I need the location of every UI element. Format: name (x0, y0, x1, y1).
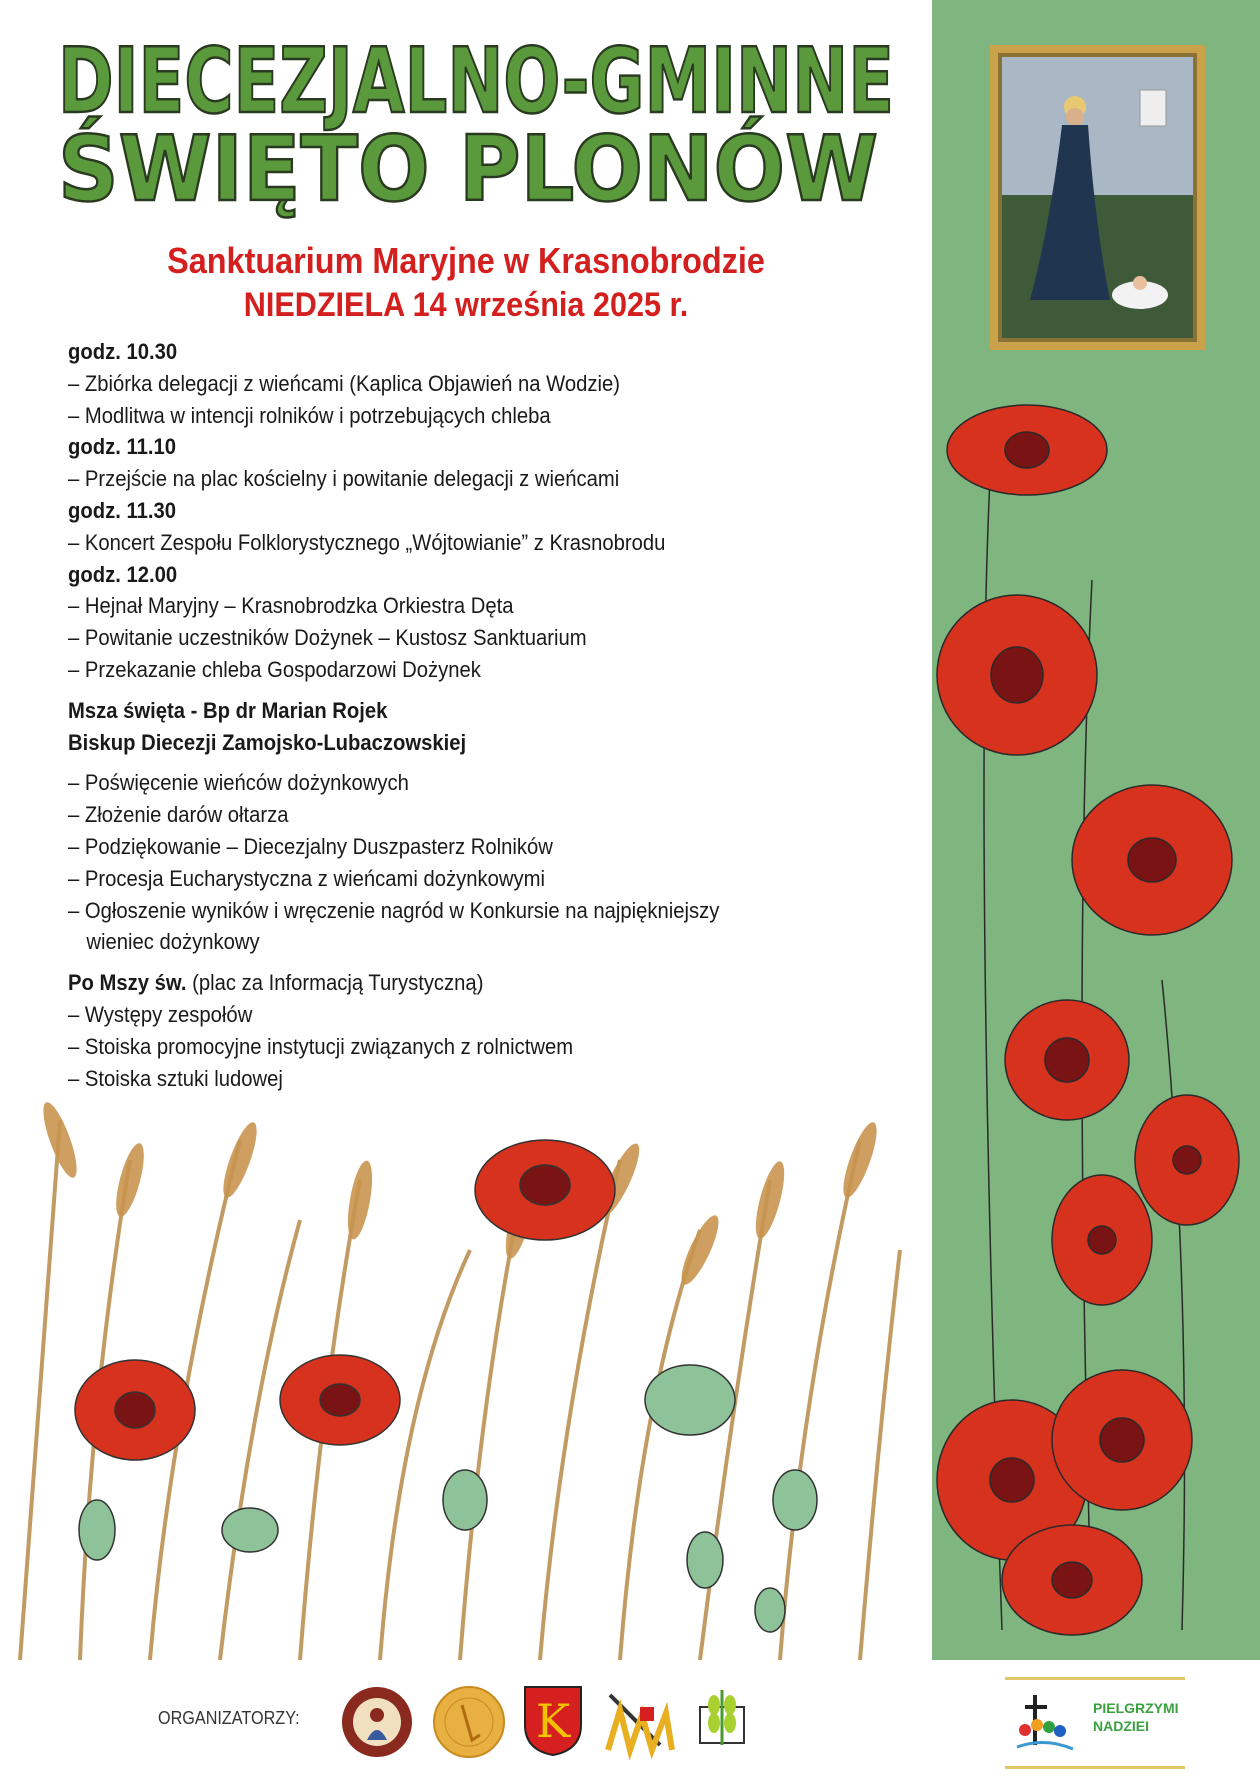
time-label: godz. 10.30 (68, 339, 178, 364)
culture-center-logo (600, 1685, 680, 1757)
mass-item: – Procesja Eucharystyczna z wieńcami dożynkowymi (68, 865, 545, 891)
mass-item: – Złożenie darów ołtarza (68, 802, 289, 828)
schedule-item: – Powitanie uczestników Dożynek – Kustosz Sanktuarium (68, 625, 587, 651)
schedule-item: – Modlitwa w intencji rolników i potrzebujących chleba (68, 402, 551, 428)
subtitle-sanctuary: Sanktuarium Maryjne w Krasnobrodzie (167, 240, 765, 281)
organizers-label: ORGANIZATORZY: (158, 1708, 300, 1728)
schedule-block-1110 (68, 431, 928, 495)
coat-of-arms-letter: K (535, 1694, 571, 1748)
after-mass-bold: Po Mszy św. (68, 970, 187, 996)
sanctuary-seal-logo (340, 1685, 415, 1760)
agricultural-association-logo (697, 1685, 747, 1757)
time-label: godz. 12.00 (68, 561, 178, 587)
poppy (75, 1360, 195, 1460)
schedule-item: – Przejście na plac kościelny i powitanie delegacji z wieńcami (68, 466, 620, 492)
mass-celebrant-title: Biskup Diecezji Zamojsko-Lubaczowskiej (68, 729, 467, 755)
wheat-field-illustration (0, 1100, 940, 1660)
parish-seal-logo (432, 1685, 507, 1760)
after-mass-location: (plac za Informacją Turystyczną) (186, 970, 484, 996)
event-date: NIEDZIELA 14 września 2025 r. (243, 286, 689, 324)
poppy (475, 1140, 615, 1240)
title-line-2: ŚWIĘTO PLONÓW (58, 117, 935, 222)
after-mass-heading (68, 967, 859, 999)
event-schedule (68, 336, 928, 1094)
krasnobrod-coat-of-arms (523, 1685, 583, 1757)
madonna-painting (990, 45, 1205, 350)
mass-item: – Podziękowanie – Diecezjalny Duszpasterz Rolników (68, 833, 553, 859)
poster-title (50, 29, 935, 222)
poppy (280, 1355, 400, 1445)
poppy-column-illustration (932, 380, 1260, 1660)
pn-logo-line-1: PIELGRZYMI (1093, 1700, 1179, 1716)
schedule-item: – Zbiórka delegacji z wieńcami (Kaplica Objawień na Wodzie) (68, 370, 620, 396)
mass-item: – Poświęcenie wieńców dożynkowych (68, 770, 409, 796)
schedule-item: – Przekazanie chleba Gospodarzowi Dożynek (68, 656, 481, 682)
schedule-item: – Hejnał Maryjny – Krasnobrodzka Orkiestra Dęta (68, 593, 514, 619)
pn-logo-line-2: NADZIEI (1093, 1718, 1149, 1734)
pielgrzymi-nadziei-jubilee-logo (1005, 1675, 1185, 1771)
mass-item-continuation: wieniec dożynkowy (86, 929, 260, 955)
time-label: godz. 11.30 (68, 497, 176, 523)
time-label: godz. 11.10 (68, 434, 176, 460)
after-mass-item: – Stoiska sztuki ludowej (68, 1065, 283, 1091)
schedule-item: – Koncert Zespołu Folklorystycznego „Wójtowianie” z Krasnobrodu (68, 529, 666, 555)
after-mass-item: – Stoiska promocyjne instytucji związanych z rolnictwem (68, 1033, 574, 1059)
schedule-block-1130 (68, 495, 928, 559)
schedule-block-1030 (68, 336, 928, 431)
mass-item: – Ogłoszenie wyników i wręczenie nagród w Konkursie na najpiękniejszy (68, 897, 720, 923)
mass-celebrant: Msza święta - Bp dr Marian Rojek (68, 697, 388, 723)
schedule-block-1200 (68, 559, 928, 686)
title-line-1: DIECEZJALNO-GMINNE (58, 29, 894, 134)
after-mass-item: – Występy zespołów (68, 1001, 253, 1027)
